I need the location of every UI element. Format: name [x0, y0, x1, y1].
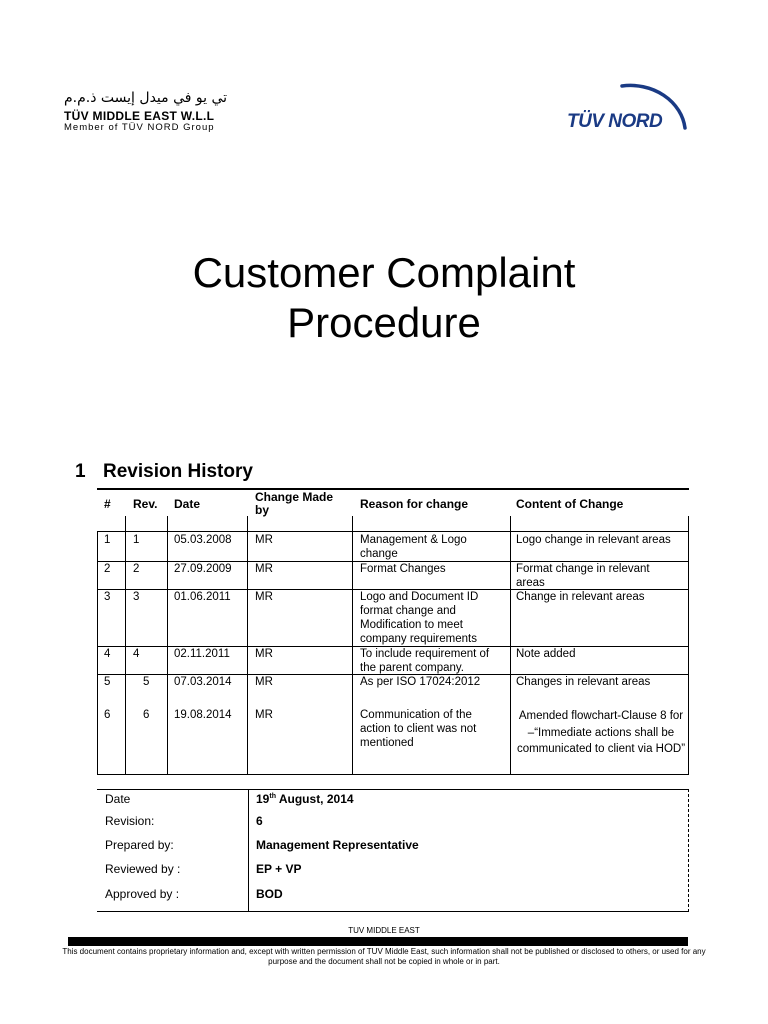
row1-num: 1 [104, 534, 111, 546]
row4-content: Note added [516, 648, 576, 660]
approval-top-border [97, 789, 689, 790]
date-month-year: August, 2014 [275, 792, 354, 806]
row3-by: MR [255, 591, 273, 603]
row2-num: 2 [104, 563, 111, 575]
header-divider [688, 516, 689, 532]
prepared-by-label: Prepared by: [105, 838, 174, 852]
header-divider [510, 516, 511, 532]
company-name: TÜV MIDDLE EAST W.L.L [64, 109, 215, 123]
row1-content: Logo change in relevant areas [516, 534, 671, 546]
row4-by: MR [255, 648, 273, 660]
row-border [97, 774, 689, 775]
row5-by: MR [255, 676, 273, 688]
header-divider [247, 516, 248, 532]
row3-date: 01.06.2011 [174, 591, 231, 603]
revision-label: Revision: [105, 814, 155, 828]
row5-content: Changes in relevant areas [516, 676, 651, 688]
row5-reason: As per ISO 17024:2012 [360, 676, 481, 688]
row6-by: MR [255, 709, 273, 721]
approval-table [97, 789, 689, 912]
row2-reason: Format Changes [360, 563, 446, 575]
row3-content: Change in relevant areas [516, 591, 645, 603]
company-arabic-name: تي يو في ميدل إيست ذ.م.م [64, 90, 228, 106]
col-border [97, 531, 98, 775]
row4-date: 02.11.2011 [174, 648, 230, 660]
row4-rev: 4 [133, 648, 140, 660]
footer-company: TUV MIDDLE EAST [348, 926, 420, 935]
approval-col-divider [248, 789, 249, 912]
approved-by-value: BOD [256, 887, 283, 901]
revision-history-table [97, 488, 689, 775]
footer-bar [68, 937, 688, 946]
col-border [167, 531, 168, 775]
row-border [97, 531, 689, 532]
date-suffix: th [269, 793, 276, 800]
approval-right-border [688, 789, 689, 912]
date-value [256, 792, 354, 806]
row1-reason: Management & Logo change [360, 534, 467, 560]
approved-by-label: Approved by : [105, 887, 180, 901]
header-divider [352, 516, 353, 532]
row1-date: 05.03.2008 [174, 534, 232, 546]
col-border [125, 531, 126, 775]
reviewed-by-value: EP + VP [256, 862, 302, 876]
row6-num: 6 [104, 709, 111, 721]
document-title [0, 248, 768, 348]
member-text: Member of TÜV NORD Group [64, 122, 215, 133]
approval-bottom-border [97, 911, 689, 912]
col-border [247, 531, 248, 775]
prepared-by-value: Management Representative [256, 838, 419, 852]
row4-num: 4 [104, 648, 111, 660]
header-divider [125, 516, 126, 532]
col-border [688, 531, 689, 775]
row6-reason: Communication of the action to client was not mentioned [360, 709, 477, 749]
date-label: Date [105, 792, 131, 806]
col-border [352, 531, 353, 775]
section-title: Revision History [103, 461, 253, 482]
tuv-nord-logo: TÜV NORD [567, 111, 663, 132]
row5-num: 5 [104, 676, 111, 688]
row2-rev: 2 [133, 563, 140, 575]
row2-content: Format change in relevant areas [516, 563, 650, 589]
date-day: 19 [256, 792, 270, 806]
title-line-2: Procedure [287, 299, 481, 346]
row6-date: 19.08.2014 [174, 709, 232, 721]
row3-num: 3 [104, 591, 111, 603]
header-rev: Rev. [133, 496, 158, 511]
reviewed-by-label: Reviewed by : [105, 862, 181, 876]
row5-rev: 5 [143, 676, 150, 688]
header-reason: Reason for change [360, 496, 469, 511]
row2-date: 27.09.2009 [174, 563, 232, 575]
row3-rev: 3 [133, 591, 140, 603]
row4-reason: To include requirement of the parent company. [360, 648, 490, 674]
row2-by: MR [255, 563, 273, 575]
row1-rev: 1 [133, 534, 140, 546]
header-divider [167, 516, 168, 532]
header-num: # [104, 496, 111, 511]
header-change-made-by: Change Made by [255, 490, 334, 517]
footer-disclaimer: This document contains proprietary information and, except with written permission of TUV Middle East, such information shall not be published or disclosed to others, or used for any purpose and the document shall not be copied in whole or in part. [62, 947, 706, 966]
section-number: 1 [75, 461, 86, 482]
revision-value: 6 [256, 814, 263, 828]
header-content: Content of Change [516, 496, 624, 511]
col-border [510, 531, 511, 775]
row6-rev: 6 [143, 709, 150, 721]
row1-by: MR [255, 534, 273, 546]
row5-date: 07.03.2014 [174, 676, 232, 688]
row3-reason: Logo and Document ID format change and Modification to meet company requirements [360, 591, 479, 645]
title-line-1: Customer Complaint [192, 249, 576, 296]
row6-content: Amended flowchart-Clause 8 for –“Immediate actions shall be communicated to client via HOD” [516, 710, 686, 755]
header-date: Date [174, 496, 201, 511]
